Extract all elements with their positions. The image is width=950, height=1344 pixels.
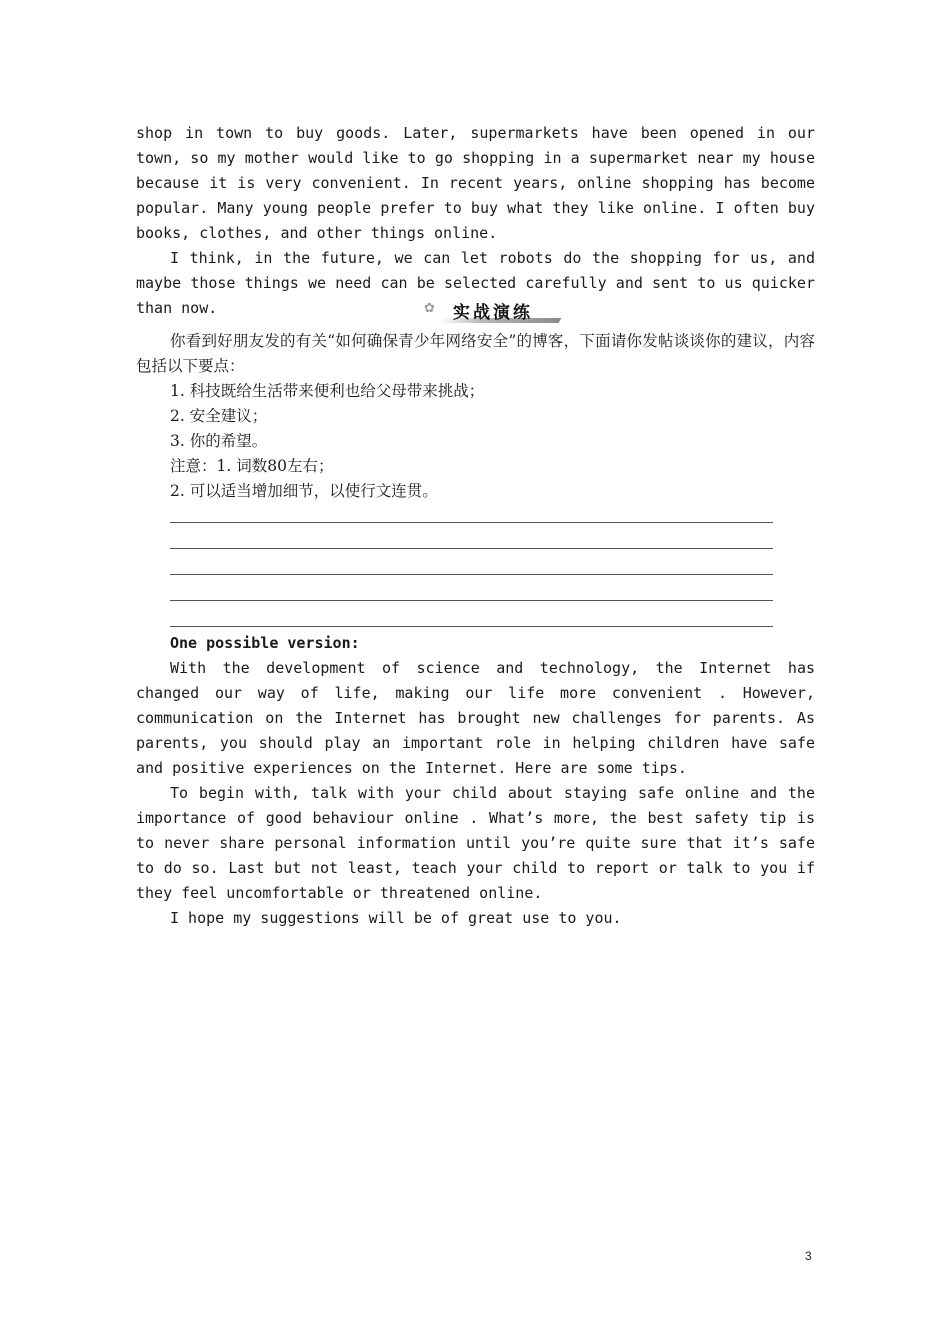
leaf-icon: ✿ [424,301,435,316]
task-note: 2. 可以适当增加细节，以使行文连贯。 [170,482,438,500]
answer-line [170,574,773,575]
task-instructions [136,329,815,504]
answer-line [170,548,773,549]
answer-line [170,626,773,627]
section-banner [422,298,564,324]
essay-continuation [136,121,815,321]
task-intro: 你看到好朋友发的有关“如何确保青少年网络安全”的博客，下面请你发帖谈谈你的建议，内容包括以下要点： [136,332,815,375]
page-number: 3 [805,1249,812,1263]
answer-line [170,600,773,601]
task-point: 2. 安全建议； [170,407,268,425]
essay-paragraph: I think, in the future, we can let robots do the shopping for us, and maybe those things we need can be selected carefully and sent to us quicker than now. [136,249,815,317]
task-point: 1. 科技既给生活带来便利也给父母带来挑战； [170,382,485,400]
model-answer-paragraph: With the development of science and technology, the Internet has changed our way of life, making our life more convenient . However, communication on the Internet has brought new challenges for parents. As parents, you should play an important role in helping children have safe and positive experiences on the Internet. Here are some tips. [136,659,815,777]
model-answer-paragraph: I hope my suggestions will be of great use to you. [170,909,622,927]
model-answer [136,631,815,931]
section-title: 实战演练 [453,302,533,323]
essay-paragraph: shop in town to buy goods. Later, supermarkets have been opened in our town, so my mother would like to go shopping in a supermarket near my house because it is very convenient. In recent years, online shopping has become popular. Many young people prefer to buy what they like online. I often buy books, clothes, and other things online. [136,124,815,242]
model-answer-label: One possible version: [170,634,360,652]
model-answer-paragraph: To begin with, talk with your child about staying safe online and the importance of good behaviour online . What’s more, the best safety tip is to never share personal information until you’re quite sure that it’s safe to do so. Last but not least, teach your child to report or talk to you if they feel uncomfortable or threatened online. [136,784,815,902]
answer-line [170,522,773,523]
task-note: 注意：1. 词数80左右； [170,457,334,475]
task-point: 3. 你的希望。 [170,432,268,450]
